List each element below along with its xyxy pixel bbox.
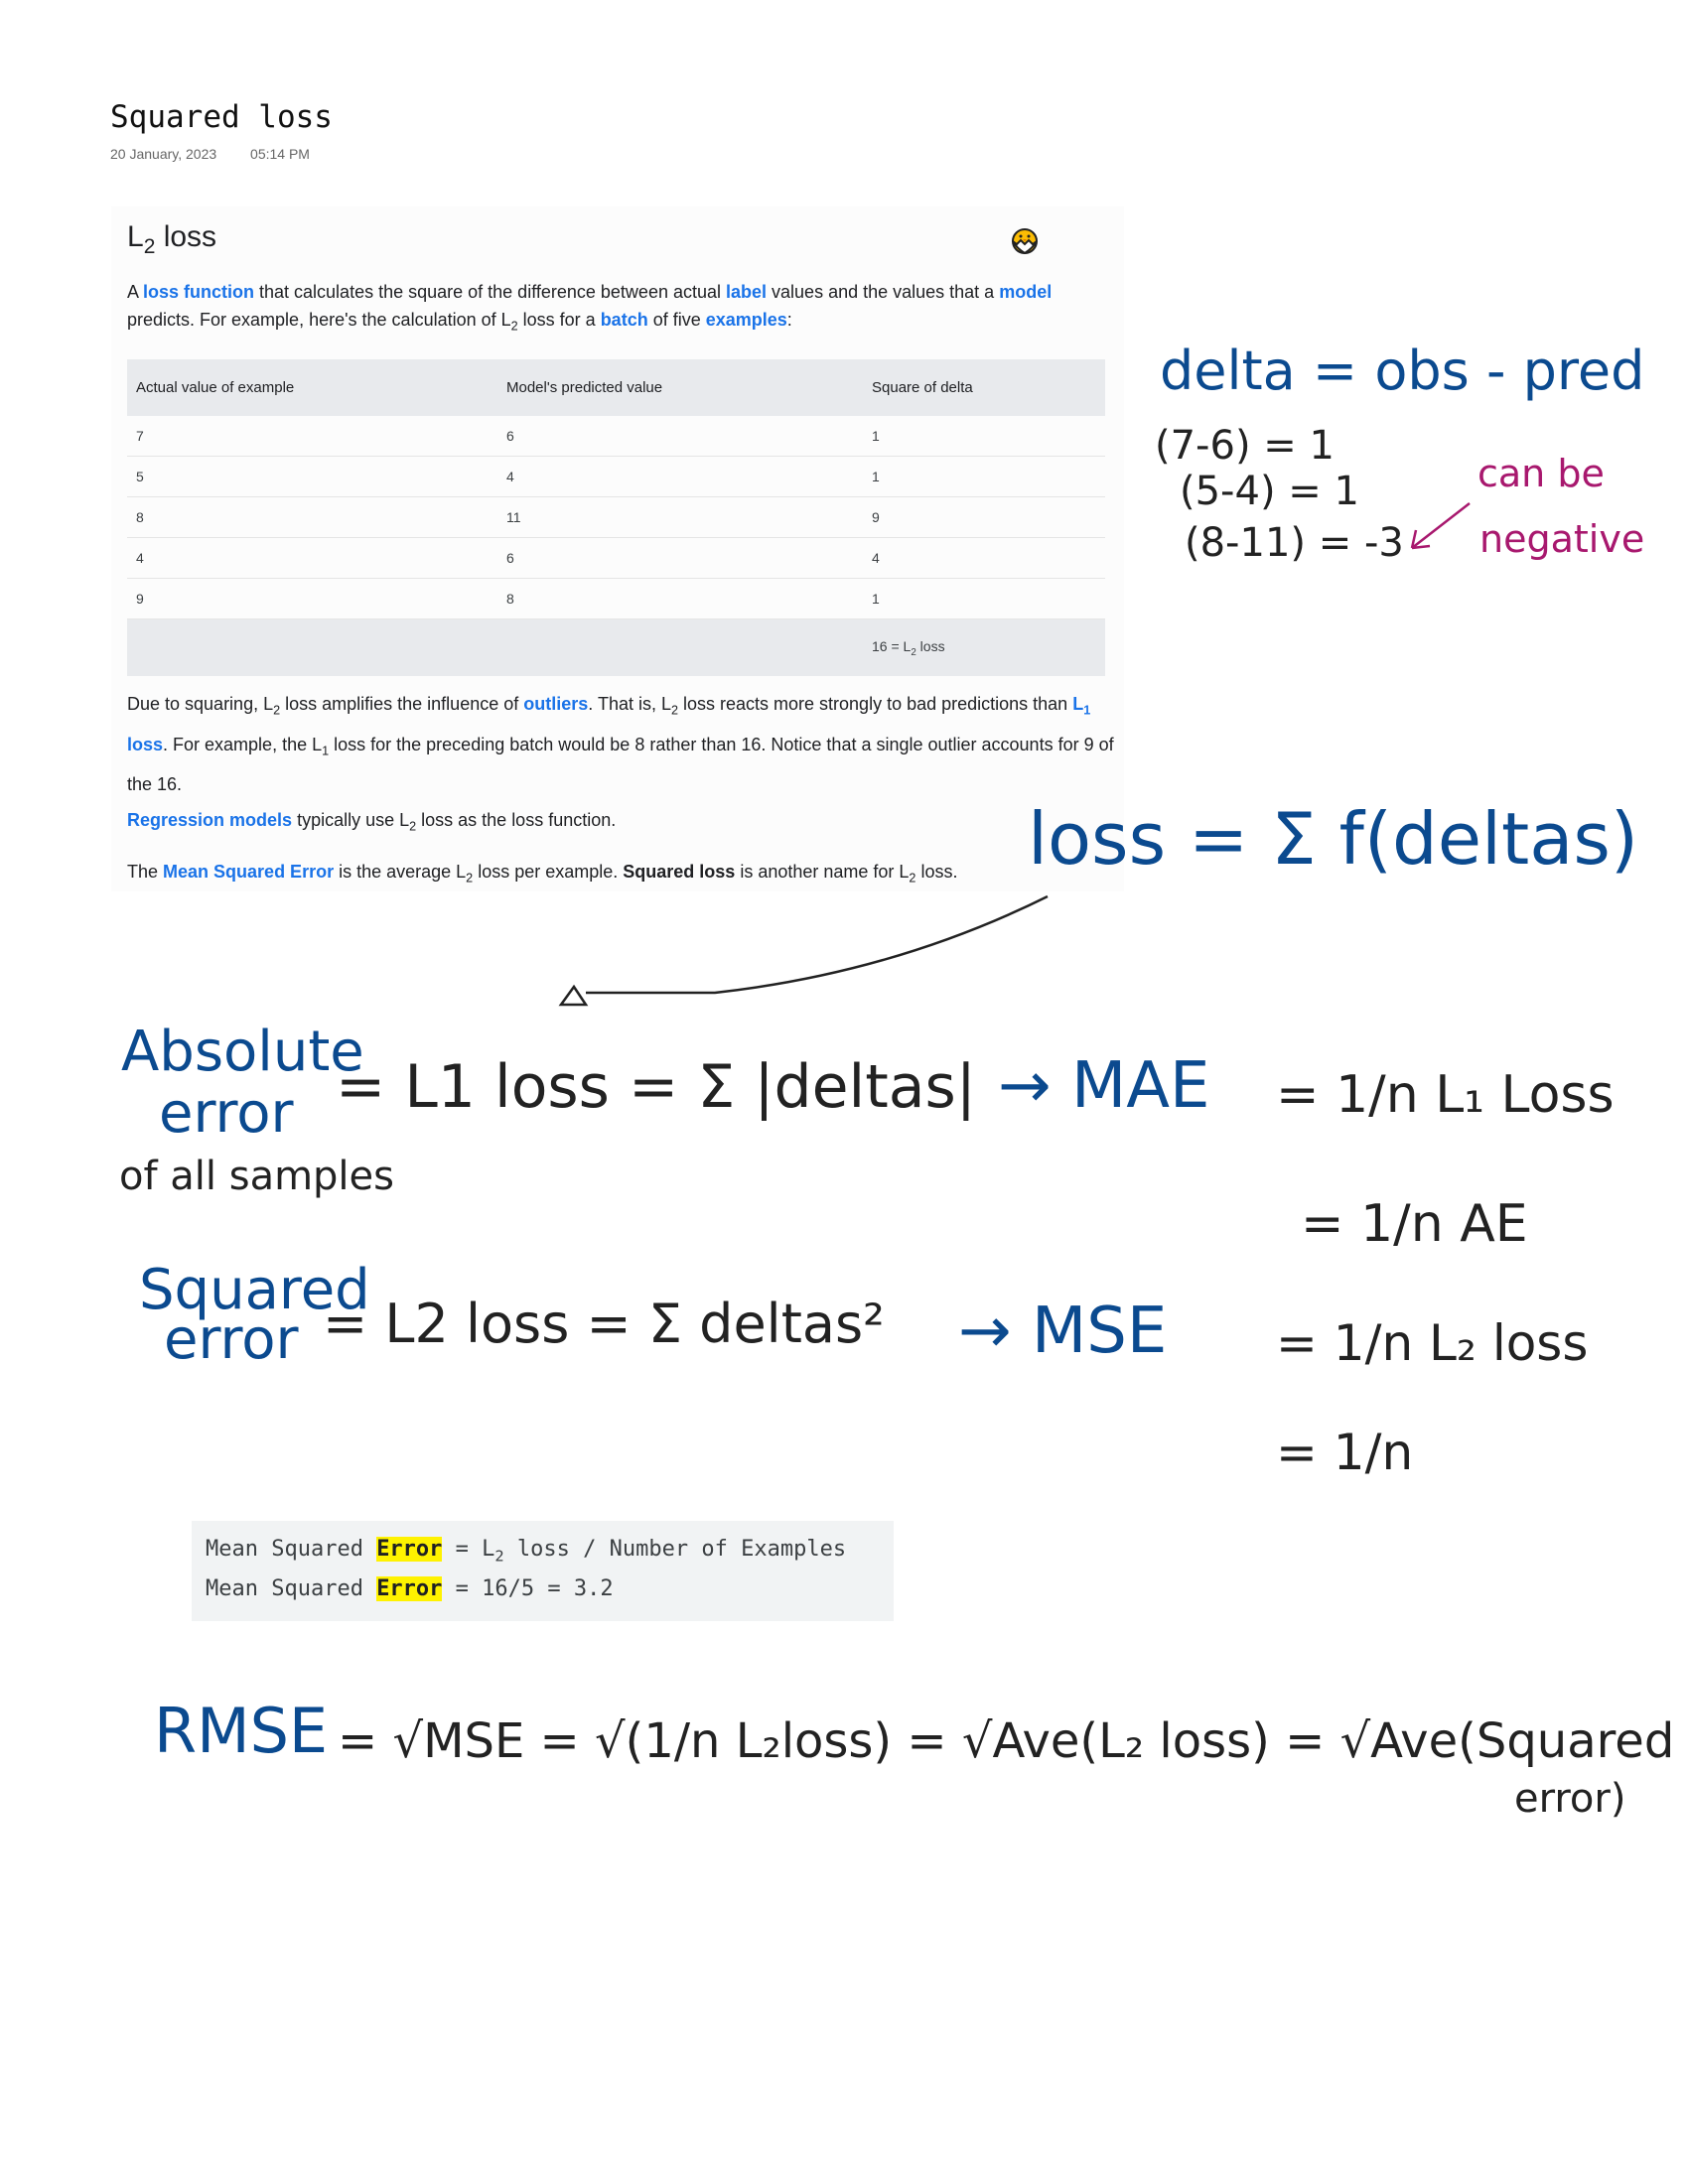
l1-link-base: L <box>1072 694 1084 714</box>
note-squared: Squared <box>139 1258 370 1322</box>
p2-text-1: Due to squaring, L <box>127 694 274 714</box>
intro-text-6: of five <box>647 310 706 330</box>
p2-text-5: . For example, the L <box>163 734 323 754</box>
intro-sub-1: 2 <box>510 319 518 334</box>
note-mse: → MSE <box>958 1295 1168 1368</box>
link-loss-function[interactable]: loss function <box>143 282 255 302</box>
link-mean-squared-error[interactable]: Mean Squared Error <box>163 862 335 882</box>
page-date: 20 January, 2023 <box>110 146 217 162</box>
p4-text-1: The <box>127 862 164 882</box>
code-2b: = 16/5 = 3.2 <box>442 1576 614 1601</box>
table-cell: 6 <box>497 416 863 457</box>
note-sq-error: error <box>164 1307 299 1372</box>
p2-text-6: loss for the preceding batch would be 8 rather than 16. Notice that a single outlier accounts for 9 of the 16. <box>127 734 1114 795</box>
p4-sub-1: 2 <box>466 871 474 886</box>
note-delta-3: (8-11) = -3 <box>1185 520 1404 566</box>
note-rmse-eq-2: error) <box>1514 1776 1626 1822</box>
p2-sub-1: 2 <box>273 703 281 718</box>
heading-rest: loss <box>155 220 217 253</box>
note-arrow-icon <box>1412 503 1470 548</box>
link-regression-models[interactable]: Regression models <box>127 810 293 830</box>
note-mse-eq-1: = 1/n L₂ loss <box>1276 1314 1589 1372</box>
note-delta-2: (5-4) = 1 <box>1180 469 1359 514</box>
p4-text-3: loss per example. <box>473 862 624 882</box>
l1-link-sub: 1 <box>1083 703 1091 718</box>
link-examples[interactable]: examples <box>705 310 787 330</box>
p4-text-5: loss. <box>915 862 958 882</box>
table-cell: 9 <box>863 497 1105 538</box>
code-1b: = L <box>442 1537 495 1562</box>
note-rmse: RMSE <box>154 1695 329 1767</box>
note-mse-eq-2: = 1/n <box>1276 1424 1414 1481</box>
note-connector-line <box>586 896 1048 993</box>
note-error: error <box>159 1081 294 1146</box>
note-can-be: can be <box>1477 452 1605 495</box>
note-rmse-eq: = √MSE = √(1/n L₂loss) = √Ave(L₂ loss) = √Ave(Squared <box>338 1713 1675 1769</box>
delta-triangle-icon <box>561 987 586 1005</box>
code-highlight: Error <box>376 1576 443 1601</box>
column-header: Square of delta <box>863 359 1105 416</box>
table-cell: 11 <box>497 497 863 538</box>
p2-text-4: loss reacts more strongly to bad predictions than <box>678 694 1073 714</box>
intro-text-4: predicts. For example, here's the calculation of L <box>127 310 511 330</box>
l1-link-rest: loss <box>127 734 164 754</box>
column-header: Model's predicted value <box>497 359 863 416</box>
note-delta-1: (7-6) = 1 <box>1155 423 1335 469</box>
table-cell: 4 <box>127 538 497 579</box>
table-cell: 5 <box>127 457 497 497</box>
code-2a: Mean Squared <box>206 1576 377 1601</box>
table-cell: 8 <box>497 579 863 619</box>
note-loss-sum: loss = Σ f(deltas) <box>1028 797 1638 881</box>
code-highlight: Error <box>376 1537 443 1562</box>
link-label[interactable]: label <box>726 282 768 302</box>
note-mae-eq-1: = 1/n L₁ Loss <box>1276 1065 1615 1125</box>
p2-sub-3: 1 <box>322 744 330 758</box>
table-cell: 7 <box>127 416 497 457</box>
note-abs-eq: = L1 loss = Σ |deltas| <box>336 1052 976 1122</box>
intro-text-3: values and the values that a <box>767 282 1000 302</box>
total-prefix: 16 = L <box>872 637 912 654</box>
link-model[interactable]: model <box>999 282 1053 302</box>
note-mae-eq-2: = 1/n AE <box>1301 1194 1528 1254</box>
p4-text-2: is the average L <box>334 862 467 882</box>
p2-sub-2: 2 <box>670 703 678 718</box>
p4-sub-2: 2 <box>909 871 916 886</box>
code-1a: Mean Squared <box>206 1537 377 1562</box>
p3-sub-1: 2 <box>409 819 417 834</box>
table-cell: 9 <box>127 579 497 619</box>
link-outliers[interactable]: outliers <box>523 694 589 714</box>
link-batch[interactable]: batch <box>600 310 648 330</box>
note-absolute: Absolute <box>121 1020 364 1084</box>
note-all-samples: of all samples <box>119 1154 394 1199</box>
table-cell: 6 <box>497 538 863 579</box>
p4-text-4: is another name for L <box>735 862 910 882</box>
table-cell: 8 <box>127 497 497 538</box>
table-cell: 1 <box>863 416 1105 457</box>
p3-text-1: typically use L <box>292 810 410 830</box>
note-mae: → MAE <box>998 1049 1210 1123</box>
p2-text-3: . That is, L <box>588 694 671 714</box>
p2-text-2: loss amplifies the influence of <box>280 694 524 714</box>
intro-text-5: loss for a <box>517 310 601 330</box>
table-cell: 1 <box>863 457 1105 497</box>
note-sq-eq: = L2 loss = Σ deltas² <box>323 1293 885 1355</box>
page-title: Squared loss <box>110 99 333 135</box>
column-header: Actual value of example <box>127 359 497 416</box>
code-1c: loss / Number of Examples <box>503 1537 847 1562</box>
p3-text-2: loss as the loss function. <box>416 810 617 830</box>
intro-text-7: : <box>786 310 792 330</box>
p4-bold: Squared loss <box>623 862 736 882</box>
table-cell: 4 <box>863 538 1105 579</box>
total-suffix: loss <box>915 637 945 654</box>
note-negative: negative <box>1479 517 1645 561</box>
note-delta-eq: delta = obs - pred <box>1160 340 1645 402</box>
table-cell: 4 <box>497 457 863 497</box>
intro-text-2: that calculates the square of the difference between actual <box>254 282 726 302</box>
intro-text-1: A <box>127 282 144 302</box>
total-sub: 2 <box>911 646 916 658</box>
heading-sub: 2 <box>143 235 156 258</box>
page-time: 05:14 PM <box>250 146 310 162</box>
code-1-sub: 2 <box>494 1547 504 1566</box>
heading-base: L <box>127 220 144 253</box>
table-cell: 1 <box>863 579 1105 619</box>
